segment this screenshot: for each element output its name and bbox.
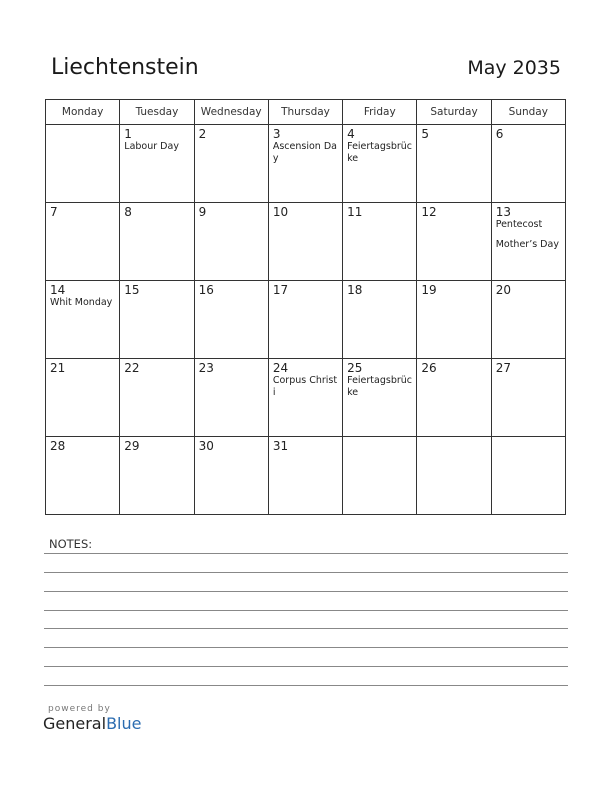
brand-general: General	[43, 714, 107, 733]
day-number: 30	[198, 439, 214, 453]
day-cell	[120, 203, 194, 281]
day-number: 20	[495, 283, 511, 297]
day-number: 9	[198, 205, 207, 219]
day-cell	[417, 437, 491, 515]
day-number: 29	[124, 439, 140, 453]
week-row	[46, 281, 566, 359]
day-number: 25	[347, 361, 363, 375]
brand-logo	[43, 704, 141, 734]
day-events	[50, 297, 115, 309]
weekday-header: Sunday	[492, 100, 566, 125]
day-number: 13	[495, 205, 511, 219]
day-cell	[46, 359, 120, 437]
day-cell	[343, 359, 417, 437]
holiday-event: Labour Day	[124, 141, 179, 152]
day-events	[124, 141, 189, 153]
day-cell	[195, 281, 269, 359]
weekday-header: Monday	[46, 100, 120, 125]
notes-line	[44, 610, 568, 611]
day-number: 8	[124, 205, 132, 219]
day-cell	[46, 281, 120, 359]
day-number: 4	[347, 127, 355, 141]
day-cell	[492, 359, 566, 437]
holiday-event: Pentecost	[495, 219, 543, 230]
day-events	[347, 375, 412, 399]
powered-by-text: powered by	[48, 704, 111, 714]
day-number: 12	[421, 205, 437, 219]
day-cell	[492, 203, 566, 281]
day-cell	[269, 281, 343, 359]
day-number: 18	[347, 283, 363, 297]
day-cell	[195, 437, 269, 515]
day-cell	[269, 359, 343, 437]
day-cell	[269, 203, 343, 281]
day-number: 15	[124, 283, 140, 297]
day-number: 19	[421, 283, 437, 297]
day-number: 28	[50, 439, 66, 453]
day-cell	[120, 359, 194, 437]
notes-line	[44, 647, 568, 648]
day-cell	[120, 125, 194, 203]
notes-line	[44, 685, 568, 686]
day-number: 26	[421, 361, 437, 375]
weekday-header: Wednesday	[195, 100, 269, 125]
country-title: Liechtenstein	[51, 55, 199, 80]
week-row	[46, 359, 566, 437]
day-cell	[492, 125, 566, 203]
brand-name	[43, 714, 141, 734]
day-cell	[417, 359, 491, 437]
day-number: 14	[50, 283, 66, 297]
day-cell	[343, 125, 417, 203]
month-year-title: May 2035	[467, 57, 561, 79]
day-cell	[120, 437, 194, 515]
weekday-header: Thursday	[269, 100, 343, 125]
day-events	[273, 141, 338, 165]
notes-line	[44, 572, 568, 573]
notes-line	[44, 553, 568, 554]
day-cell	[195, 203, 269, 281]
day-cell	[417, 203, 491, 281]
day-cell	[195, 359, 269, 437]
weeks-container	[46, 125, 566, 515]
notes-line	[44, 628, 568, 629]
day-cell	[195, 125, 269, 203]
day-number: 7	[50, 205, 58, 219]
notes-line	[44, 666, 568, 667]
day-number: 2	[198, 127, 207, 141]
day-cell	[417, 125, 491, 203]
notes-line	[44, 591, 568, 592]
day-cell	[120, 281, 194, 359]
holiday-event: Ascension Day	[272, 141, 337, 164]
weekday-header: Saturday	[417, 100, 491, 125]
day-cell	[46, 203, 120, 281]
day-cell	[269, 437, 343, 515]
weekday-header: Tuesday	[120, 100, 194, 125]
notes-label: NOTES:	[49, 537, 93, 551]
day-number: 22	[124, 361, 140, 375]
day-number: 1	[124, 127, 132, 141]
day-number: 27	[495, 361, 511, 375]
day-number: 24	[272, 361, 289, 375]
weekday-header: Friday	[343, 100, 417, 125]
day-number: 3	[272, 127, 281, 141]
holiday-event: Whit Monday	[50, 297, 113, 308]
brand-blue: Blue	[106, 714, 142, 733]
day-events	[273, 375, 338, 399]
day-cell	[46, 125, 120, 203]
week-row	[46, 125, 566, 203]
holiday-event: Mother’s Day	[495, 239, 559, 250]
week-row	[46, 437, 566, 515]
day-cell	[343, 281, 417, 359]
day-events	[496, 219, 561, 251]
day-number: 21	[50, 361, 66, 375]
day-cell	[343, 203, 417, 281]
holiday-event: Corpus Christi	[272, 375, 338, 398]
day-number: 11	[347, 205, 363, 219]
day-cell	[343, 437, 417, 515]
week-row	[46, 203, 566, 281]
day-number: 10	[272, 205, 289, 219]
day-number: 16	[198, 283, 214, 297]
day-cell	[269, 125, 343, 203]
day-cell	[417, 281, 491, 359]
holiday-event: Feiertagsbrücke	[347, 375, 413, 398]
calendar-grid	[45, 99, 566, 515]
day-number: 5	[421, 127, 430, 141]
day-number: 17	[272, 283, 289, 297]
weekday-header-row	[46, 100, 566, 125]
day-cell	[492, 437, 566, 515]
day-number: 23	[198, 361, 214, 375]
day-number: 6	[495, 127, 504, 141]
day-cell	[46, 437, 120, 515]
holiday-event: Feiertagsbrücke	[347, 141, 413, 164]
day-number: 31	[272, 439, 289, 453]
day-events	[347, 141, 412, 165]
day-cell	[492, 281, 566, 359]
